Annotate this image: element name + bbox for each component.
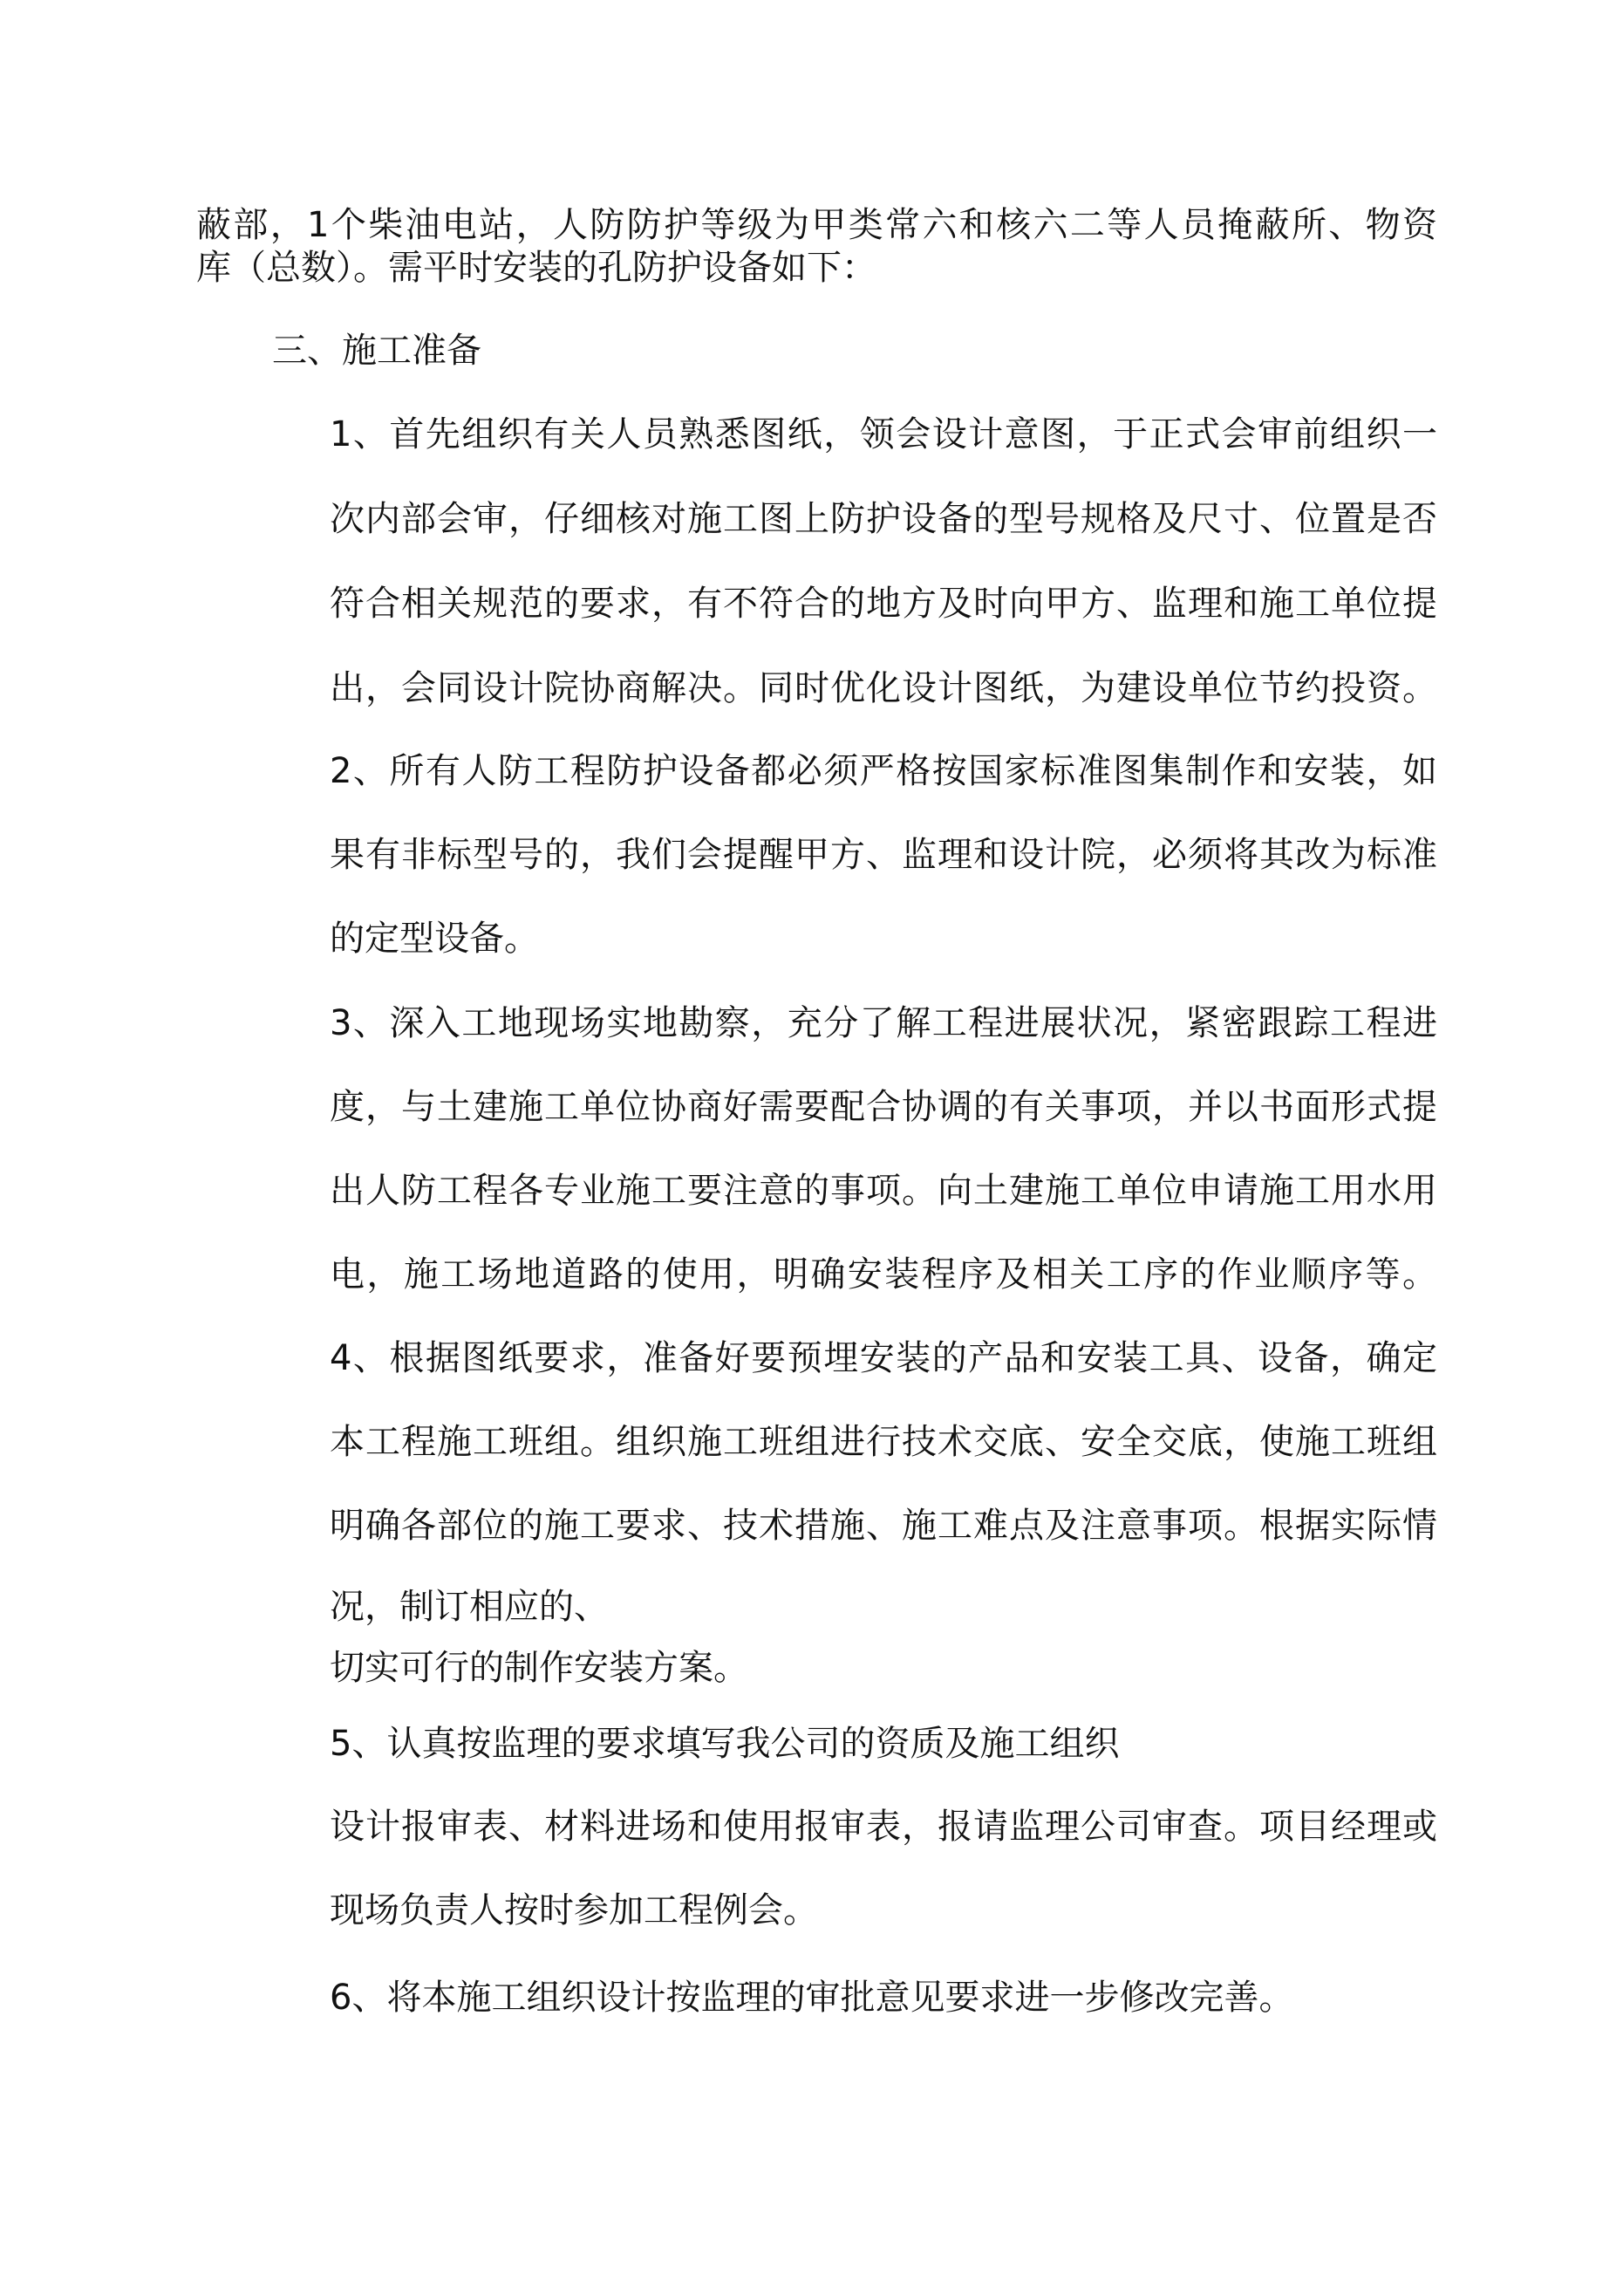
body-line: 符合相关规范的要求，有不符合的地方及时向甲方、监理和施工单位提 bbox=[330, 584, 1437, 624]
body-line: 出，会同设计院协商解决。同时优化设计图纸，为建设单位节约投资。 bbox=[330, 668, 1437, 708]
body-line: 设计报审表、材料进场和使用报审表，报请监理公司审查。项目经理或 bbox=[330, 1807, 1437, 1847]
body-line: 果有非标型号的，我们会提醒甲方、监理和设计院，必须将其改为标准 bbox=[330, 835, 1437, 875]
body-line: 电，施工场地道路的使用，明确安装程序及相关工序的作业顺序等。 bbox=[330, 1254, 1437, 1295]
body-line: 2、所有人防工程防护设备都必须严格按国家标准图集制作和安装，如 bbox=[330, 751, 1437, 791]
body-line: 出人防工程各专业施工要注意的事项。向土建施工单位申请施工用水用 bbox=[330, 1171, 1437, 1211]
body-line: 库（总数）。需平时安装的孔防护设备如下： bbox=[196, 248, 876, 288]
body-line: 蔽部，1个柴油电站，人防防护等级为甲类常六和核六二等人员掩蔽所、物资 bbox=[196, 205, 1437, 245]
body-line: 的定型设备。 bbox=[330, 919, 539, 959]
body-line: 次内部会审，仔细核对施工图上防护设备的型号规格及尺寸、位置是否 bbox=[330, 499, 1437, 539]
body-line: 切实可行的制作安装方案。 bbox=[330, 1648, 748, 1688]
body-line: 本工程施工班组。组织施工班组进行技术交底、安全交底，使施工班组 bbox=[330, 1422, 1437, 1462]
body-line: 度，与土建施工单位协商好需要配合协调的有关事项，并以书面形式提 bbox=[330, 1087, 1437, 1127]
body-line: 4、根据图纸要求，准备好要预埋安装的产品和安装工具、设备，确定 bbox=[330, 1338, 1437, 1378]
body-line: 现场负责人按时参加工程例会。 bbox=[330, 1890, 818, 1930]
body-line: 明确各部位的施工要求、技术措施、施工难点及注意事项。根据实际情 bbox=[330, 1506, 1437, 1546]
body-line: 6、将本施工组织设计按监理的审批意见要求进一步修改完善。 bbox=[330, 1978, 1294, 2018]
body-line: 1、首先组织有关人员熟悉图纸，领会设计意图，于正式会审前组织一 bbox=[330, 414, 1437, 454]
body-line: 3、深入工地现场实地勘察，充分了解工程进展状况，紧密跟踪工程进 bbox=[330, 1003, 1437, 1043]
body-line: 5、认真按监理的要求填写我公司的资质及施工组织 bbox=[330, 1724, 1120, 1764]
body-line: 况，制订相应的、 bbox=[330, 1587, 609, 1627]
section-heading: 三、施工准备 bbox=[272, 331, 481, 371]
